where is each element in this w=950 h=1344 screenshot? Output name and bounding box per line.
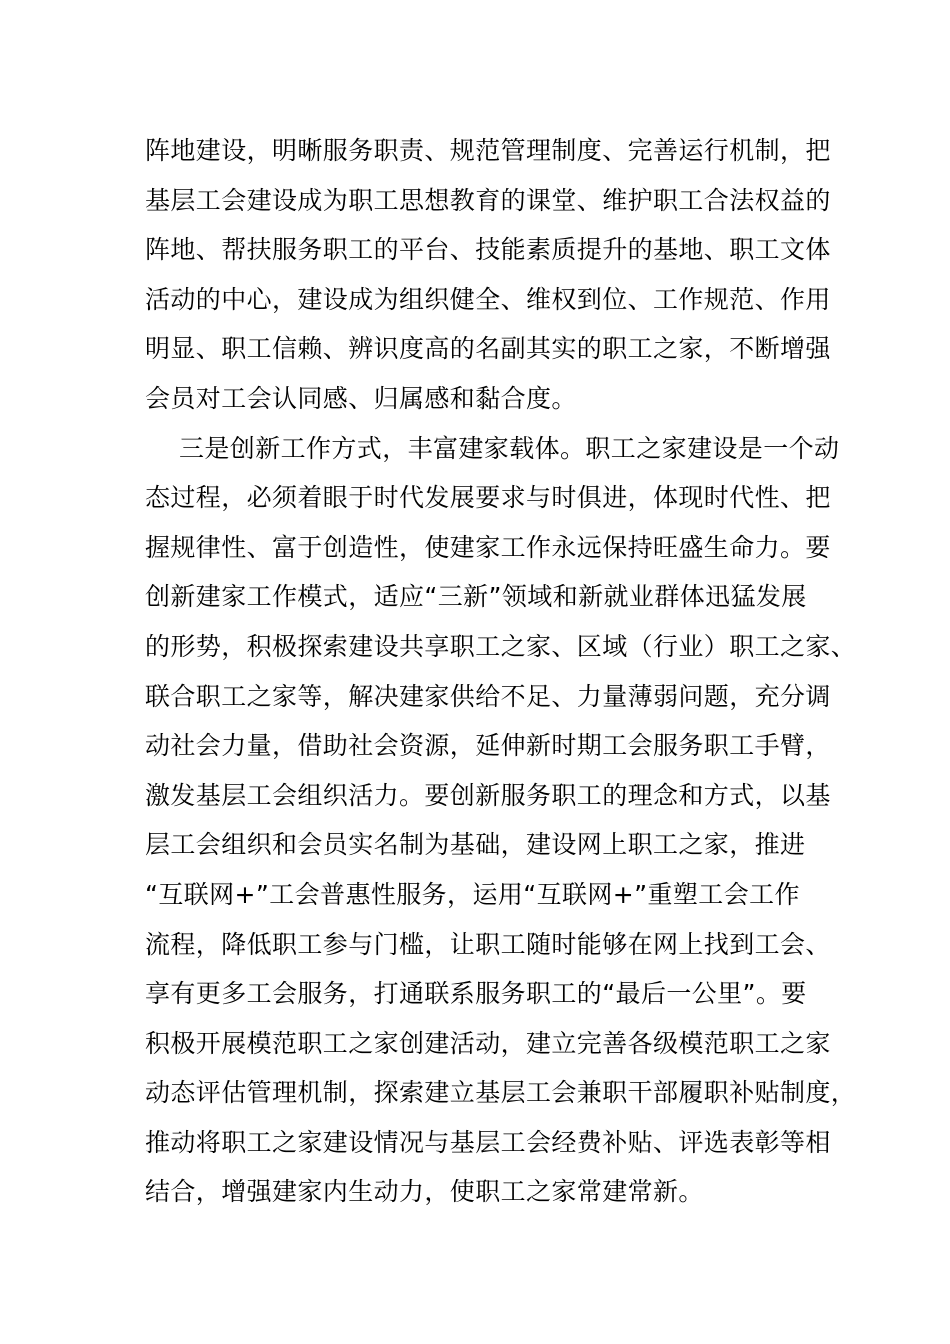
text-line: 动态评估管理机制，探索建立基层工会兼职干部履职补贴制度， — [145, 1078, 857, 1108]
text-line: 的形势，积极探索建设共享职工之家、区域（行业）职工之家、 — [145, 631, 857, 661]
text-line: 态过程，必须着眼于时代发展要求与时俱进，体现时代性、把 — [145, 483, 831, 513]
text-line: 结合，增强建家内生动力，使职工之家常建常新。 — [145, 1177, 704, 1207]
text-line: 享有更多工会服务，打通联系服务职工的“最后一公里”。要 — [145, 979, 807, 1009]
text-line: 会员对工会认同感、归属感和黏合度。 — [145, 383, 577, 413]
text-line: “互联网+”工会普惠性服务，运用“互联网+”重塑工会工作 — [145, 879, 800, 909]
text-line: 动社会力量，借助社会资源，延伸新时期工会服务职工手臂， — [145, 731, 831, 761]
text-line: 活动的中心，建设成为组织健全、维权到位、工作规范、作用 — [145, 284, 831, 314]
text-line: 推动将职工之家建设情况与基层工会经费补贴、评选表彰等相 — [145, 1127, 831, 1157]
text-line: 明显、职工信赖、辨识度高的名副其实的职工之家，不断增强 — [145, 334, 831, 364]
text-line: 层工会组织和会员实名制为基础，建设网上职工之家，推进 — [145, 830, 806, 860]
text-line: 激发基层工会组织活力。要创新服务职工的理念和方式，以基 — [145, 780, 831, 810]
text-line: 流程，降低职工参与门槛，让职工随时能够在网上找到工会、 — [145, 929, 831, 959]
text-line: 基层工会建设成为职工思想教育的课堂、维护职工合法权益的 — [145, 185, 831, 215]
text-line: 联合职工之家等，解决建家供给不足、力量薄弱问题，充分调 — [145, 681, 831, 711]
paragraph-first-line: 三是创新工作方式，丰富建家载体。职工之家建设是一个动 — [179, 433, 840, 463]
body-text — [145, 126, 857, 1217]
text-line: 阵地、帮扶服务职工的平台、技能素质提升的基地、职工文体 — [145, 235, 831, 265]
text-line: 握规律性、富于创造性，使建家工作永远保持旺盛生命力。要 — [145, 532, 831, 562]
text-line: 阵地建设，明晰服务职责、规范管理制度、完善运行机制，把 — [145, 136, 831, 165]
text-line: 创新建家工作模式，适应“三新”领域和新就业群体迅猛发展 — [145, 582, 807, 612]
text-line: 积极开展模范职工之家创建活动，建立完善各级模范职工之家 — [145, 1028, 831, 1058]
